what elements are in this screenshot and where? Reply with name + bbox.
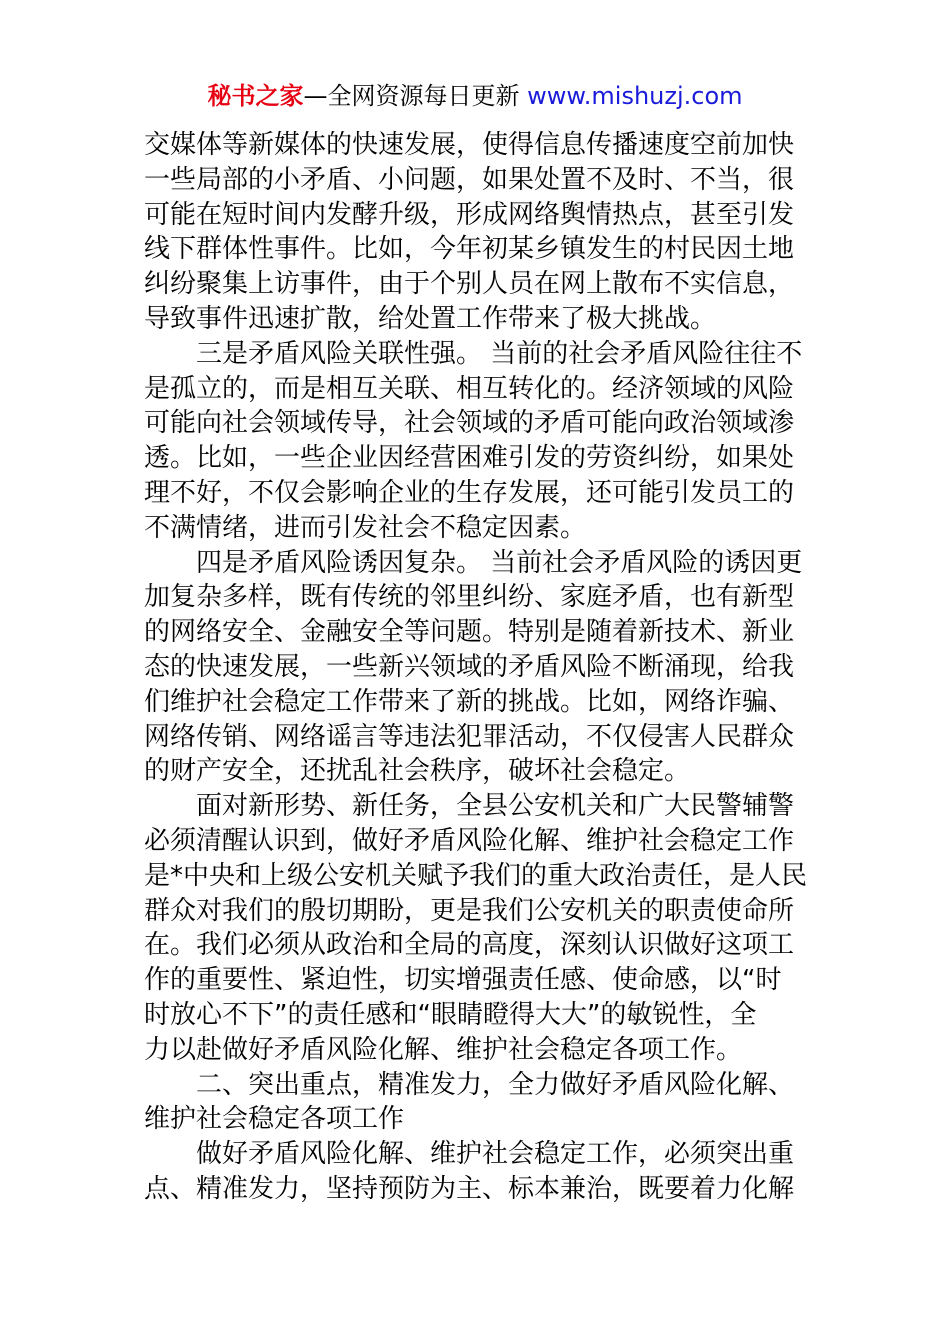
text-line: 可能向社会领域传导，社会领域的矛盾可能向政治领域渗: [144, 408, 795, 439]
text-line: 态的快速发展，一些新兴领域的矛盾风险不断涌现，给我: [144, 651, 795, 682]
text-line: 网络传销、网络谣言等违法犯罪活动，不仅侵害人民群众: [144, 721, 795, 752]
text-line: 们维护社会稳定工作带来了新的挑战。比如，网络诈骗、: [144, 686, 795, 717]
text-line: 纠纷聚集上访事件，由于个别人员在网上散布不实信息，: [144, 269, 795, 300]
text-line: 在。我们必须从政治和全局的高度，深刻认识做好这项工: [144, 930, 795, 961]
site-header: [0, 80, 950, 112]
text-line: 的网络安全、金融安全等问题。特别是随着新技术、新业: [144, 617, 795, 648]
text-line: 理不好，不仅会影响企业的生存发展，还可能引发员工的: [144, 477, 795, 508]
text-line: 必须清醒认识到，做好矛盾风险化解、维护社会稳定工作: [144, 825, 795, 856]
text-line: 交媒体等新媒体的快速发展，使得信息传播速度空前加快: [144, 130, 795, 160]
paragraph-start-line: 四是矛盾风险诱因复杂。 当前社会矛盾风险的诱因更: [196, 547, 803, 578]
text-line: 力以赴做好矛盾风险化解、维护社会稳定各项工作。: [144, 1034, 743, 1065]
text-line: 加复杂多样，既有传统的邻里纠纷、家庭矛盾，也有新型: [144, 582, 795, 613]
text-line: 群众对我们的殷切期盼，更是我们公安机关的职责使命所: [144, 895, 795, 926]
site-brand: 秘书之家: [207, 82, 304, 110]
paragraph-start-line: 面对新形势、新任务，全县公安机关和广大民警辅警: [196, 791, 795, 822]
text-line: 不满情绪，进而引发社会不稳定因素。: [144, 512, 587, 543]
document-body: [144, 128, 809, 1207]
text-line: 导致事件迅速扩散，给处置工作带来了极大挑战。: [144, 303, 717, 334]
section-heading-line: 维护社会稳定各项工作: [144, 1104, 405, 1135]
text-line: 可能在短时间内发酵升级，形成网络舆情热点，甚至引发: [144, 199, 795, 230]
text-line: 的财产安全，还扰乱社会秩序，破坏社会稳定。: [144, 756, 691, 787]
text-line: 透。比如，一些企业因经营困难引发的劳资纠纷，如果处: [144, 443, 795, 474]
text-line: 时放心不下”的责任感和“眼睛瞪得大大”的敏锐性，全: [144, 999, 757, 1030]
paragraph-start-line: 三是矛盾风险关联性强。 当前的社会矛盾风险往往不: [196, 338, 803, 369]
text-line: 是*中央和上级公安机关赋予我们的重大政治责任，是人民: [144, 860, 808, 891]
text-line: 一些局部的小矛盾、小问题，如果处置不及时、不当，很: [144, 164, 795, 195]
paragraph-start-line: 做好矛盾风险化解、维护社会稳定工作，必须突出重: [196, 1139, 795, 1170]
site-tagline: —全网资源每日更新: [303, 82, 520, 110]
text-line: 作的重要性、紧迫性，切实增强责任感、使命感，以“时: [144, 965, 782, 996]
text-line: 是孤立的，而是相互关联、相互转化的。经济领域的风险: [144, 373, 795, 404]
text-line: 线下群体性事件。比如，今年初某乡镇发生的村民因土地: [144, 234, 795, 265]
text-line: 点、精准发力，坚持预防为主、标本兼治，既要着力化解: [144, 1173, 795, 1204]
site-url[interactable]: www.mishuzj.com: [527, 82, 743, 110]
section-heading-line: 二、突出重点，精准发力，全力做好矛盾风险化解、: [196, 1069, 795, 1100]
